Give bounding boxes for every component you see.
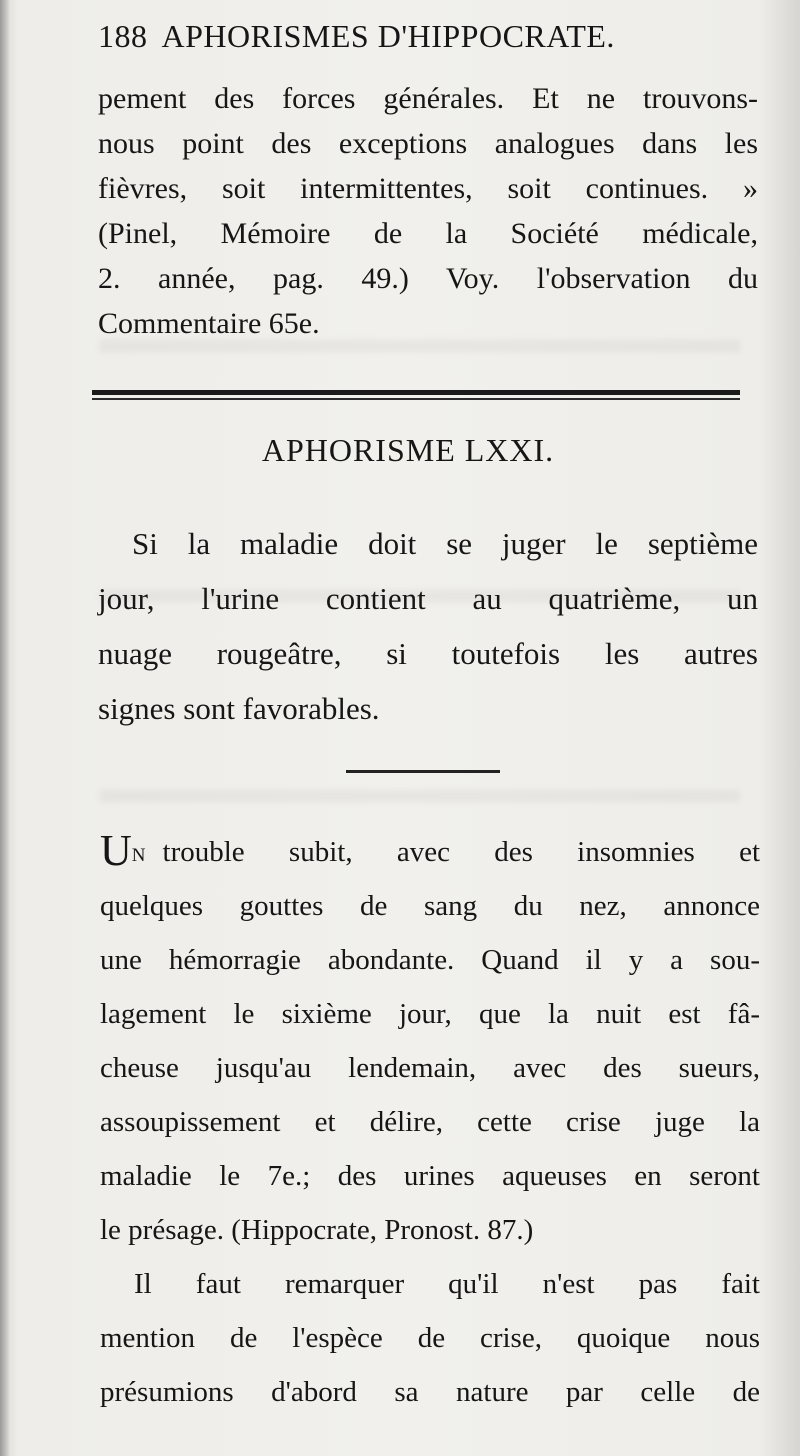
text-line: (Pinel, Mémoire de la Société médicale, <box>98 217 758 250</box>
text-line-first <box>100 825 760 879</box>
text-line: fièvres, soit intermittentes, soit continues. » <box>98 172 758 205</box>
text-line: Commentaire 65e. <box>98 307 320 340</box>
small-caps: N <box>131 845 147 866</box>
text-line: maladie le 7e.; des urines aqueuses en seront <box>100 1160 760 1192</box>
drop-cap: U <box>100 826 132 875</box>
running-title: APHORISMES D'HIPPOCRATE. <box>161 18 615 54</box>
text-line: nuage rougeâtre, si toutefois les autres <box>98 636 758 671</box>
text-line: signes sont favorables. <box>98 691 380 726</box>
short-divider <box>346 770 500 773</box>
text-line: une hémorragie abondante. Quand il y a sou- <box>100 944 760 976</box>
text-line: quelques gouttes de sang du nez, annonce <box>100 890 760 922</box>
first-line-text: trouble subit, avec des insomnies et <box>162 836 760 868</box>
running-header <box>98 18 738 55</box>
aphorism-text <box>98 516 758 736</box>
text-line: mention de l'espèce de crise, quoique nous <box>100 1322 760 1354</box>
text-line: lagement le sixième jour, que la nuit est fâ- <box>100 998 760 1030</box>
text-line: jour, l'urine contient au quatrième, un <box>98 581 758 616</box>
divider-thin-rule <box>92 398 740 400</box>
text-line: présumions d'abord sa nature par celle de <box>100 1376 760 1408</box>
text-line: pement des forces générales. Et ne trouvons- <box>98 82 758 115</box>
aphorism-title <box>0 432 800 469</box>
section-divider <box>92 390 740 400</box>
text-line: cheuse jusqu'au lendemain, avec des sueurs, <box>100 1052 760 1084</box>
text-line: assoupissement et délire, cette crise juge la <box>100 1106 760 1138</box>
page-number: 188 <box>98 18 148 54</box>
show-through <box>100 790 740 802</box>
aphorism-title-text: APHORISME LXXI. <box>261 432 555 468</box>
text-line: 2. année, pag. 49.) Voy. l'observation du <box>98 262 758 295</box>
top-paragraph <box>98 76 758 346</box>
binding-shadow <box>0 0 10 1456</box>
text-line: Si la maladie doit se juger le septième <box>132 526 758 561</box>
text-line: nous point des exceptions analogues dans les <box>98 127 758 160</box>
text-line: le présage. (Hippocrate, Pronost. 87.) <box>100 1214 534 1246</box>
divider-thick-rule <box>92 390 740 395</box>
text-line: Il faut remarquer qu'il n'est pas fait <box>134 1268 760 1300</box>
commentary-text <box>100 825 760 1419</box>
